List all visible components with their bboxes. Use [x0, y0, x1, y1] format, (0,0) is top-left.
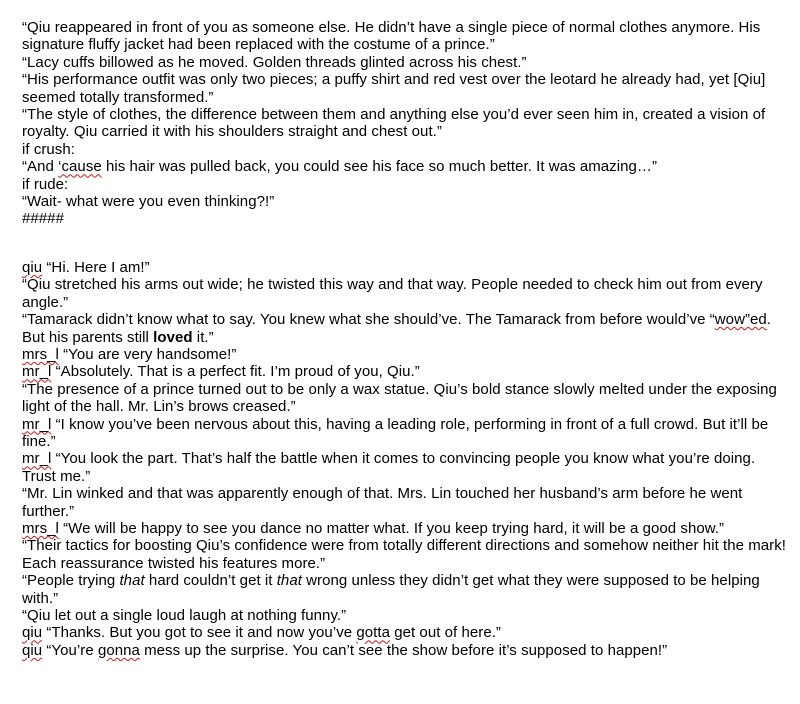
text-segment: “Tamarack didn’t know what to say. You knew what she should’ve. The Tamarack from before would’ve “: [22, 311, 715, 329]
dialogue-line: [22, 259, 792, 276]
dialogue-text: “You are very handsome!”: [58, 345, 237, 363]
spelling-flag[interactable]: wow”ed: [714, 311, 767, 329]
spelling-flag[interactable]: ‘cause: [58, 158, 102, 176]
narration-line: “Mr. Lin winked and that was apparently enough of that. Mrs. Lin touched her husband’s arm before he went further.”: [22, 485, 743, 520]
speaker-tag[interactable]: mrs_l: [22, 519, 59, 537]
text-segment: it.”: [192, 328, 214, 346]
narration-line: “The presence of a prince turned out to be only a wax statue. Qiu’s bold stance slowly melted under the exposing light of the hall. Mr. Lin’s brows creased.”: [22, 380, 777, 416]
spelling-flag[interactable]: gonna: [97, 641, 140, 659]
narration-line: “Their tactics for boosting Qiu’s confidence were from totally different directions and somehow neither hit the mark! Each reassurance twisted his features more.”: [22, 537, 786, 572]
text-segment: his hair was pulled back, you could see his face so much better. It was amazing…”: [101, 158, 657, 176]
narration-line: [22, 158, 792, 175]
speaker-tag[interactable]: qiu: [22, 258, 43, 276]
dialogue-line: [22, 624, 792, 641]
text-segment: “And: [22, 158, 59, 176]
bold-text: loved: [153, 328, 193, 346]
dialogue-line: [22, 416, 792, 451]
dialogue-text: “You look the part. That’s half the battle when it comes to convincing people you know what you’re doing. Trust me.”: [22, 450, 756, 485]
speaker-tag[interactable]: mr_l: [22, 450, 52, 468]
dialogue-text: “Absolutely. That is a perfect fit. I’m proud of you, Qiu.”: [51, 363, 420, 381]
dialogue-text: “Thanks. But you got to see it and now you’ve: [42, 624, 357, 642]
italic-text: that: [276, 572, 302, 590]
dialogue-line: [22, 450, 792, 485]
condition-line: if crush:: [22, 140, 75, 158]
narration-line: “His performance outfit was only two pieces; a puffy shirt and red vest over the leotard he already had, yet [Qiu] seemed totally transformed.”: [22, 71, 766, 106]
dialogue-line: [22, 346, 792, 363]
dialogue-text: “You’re: [42, 641, 98, 659]
dialogue-line: [22, 520, 792, 537]
section-divider: #####: [22, 210, 64, 228]
text-segment: “People trying: [22, 572, 120, 590]
narration-line: “Lacy cuffs billowed as he moved. Golden threads glinted across his chest.”: [22, 53, 527, 71]
narration-line: “The style of clothes, the difference between them and anything else you’d ever seen him in, created a vision of royalty. Qiu carried it with his shoulders straight and chest out.”: [22, 106, 766, 141]
narration-line: “Qiu reappeared in front of you as someone else. He didn’t have a single piece of normal clothes anymore. His signature fluffy jacket had been replaced with the costume of a prince.”: [22, 19, 761, 54]
dialogue-line: [22, 642, 792, 659]
text-segment: wrong unless they didn’t get what they were supposed to be helping with.”: [22, 572, 760, 607]
blank-line: [22, 228, 792, 259]
text-segment: . But his parents still: [22, 311, 772, 346]
spelling-flag[interactable]: gotta: [356, 624, 390, 642]
speaker-tag[interactable]: mr_l: [22, 415, 52, 433]
dialogue-text: mess up the surprise. You can’t see the show before it’s supposed to happen!”: [139, 641, 668, 659]
dialogue-text: “We will be happy to see you dance no matter what. If you keep trying hard, it will be a good show.”: [58, 519, 725, 537]
narration-line: [22, 572, 792, 607]
narration-line: “Qiu let out a single loud laugh at nothing funny.”: [22, 607, 347, 624]
condition-line: if rude:: [22, 175, 69, 193]
dialogue-text: get out of here.”: [390, 624, 501, 642]
narration-line: “Qiu stretched his arms out wide; he twisted this way and that way. People needed to check him out from every angle.”: [22, 276, 763, 311]
dialogue-text: “I know you’ve been nervous about this, having a leading role, performing in front of a full crowd. But it’ll be fine.”: [22, 415, 769, 450]
speaker-tag[interactable]: mr_l: [22, 363, 52, 381]
document-body[interactable]: [22, 19, 792, 659]
speaker-tag[interactable]: qiu: [22, 641, 43, 659]
dialogue-text: “Hi. Here I am!”: [42, 258, 150, 276]
italic-text: that: [119, 572, 145, 590]
narration-line: “Wait- what were you even thinking?!”: [22, 193, 275, 211]
dialogue-line: [22, 363, 792, 380]
speaker-tag[interactable]: mrs_l: [22, 345, 59, 363]
speaker-tag[interactable]: qiu: [22, 624, 43, 642]
text-segment: hard couldn’t get it: [144, 572, 277, 590]
narration-line: [22, 311, 792, 346]
